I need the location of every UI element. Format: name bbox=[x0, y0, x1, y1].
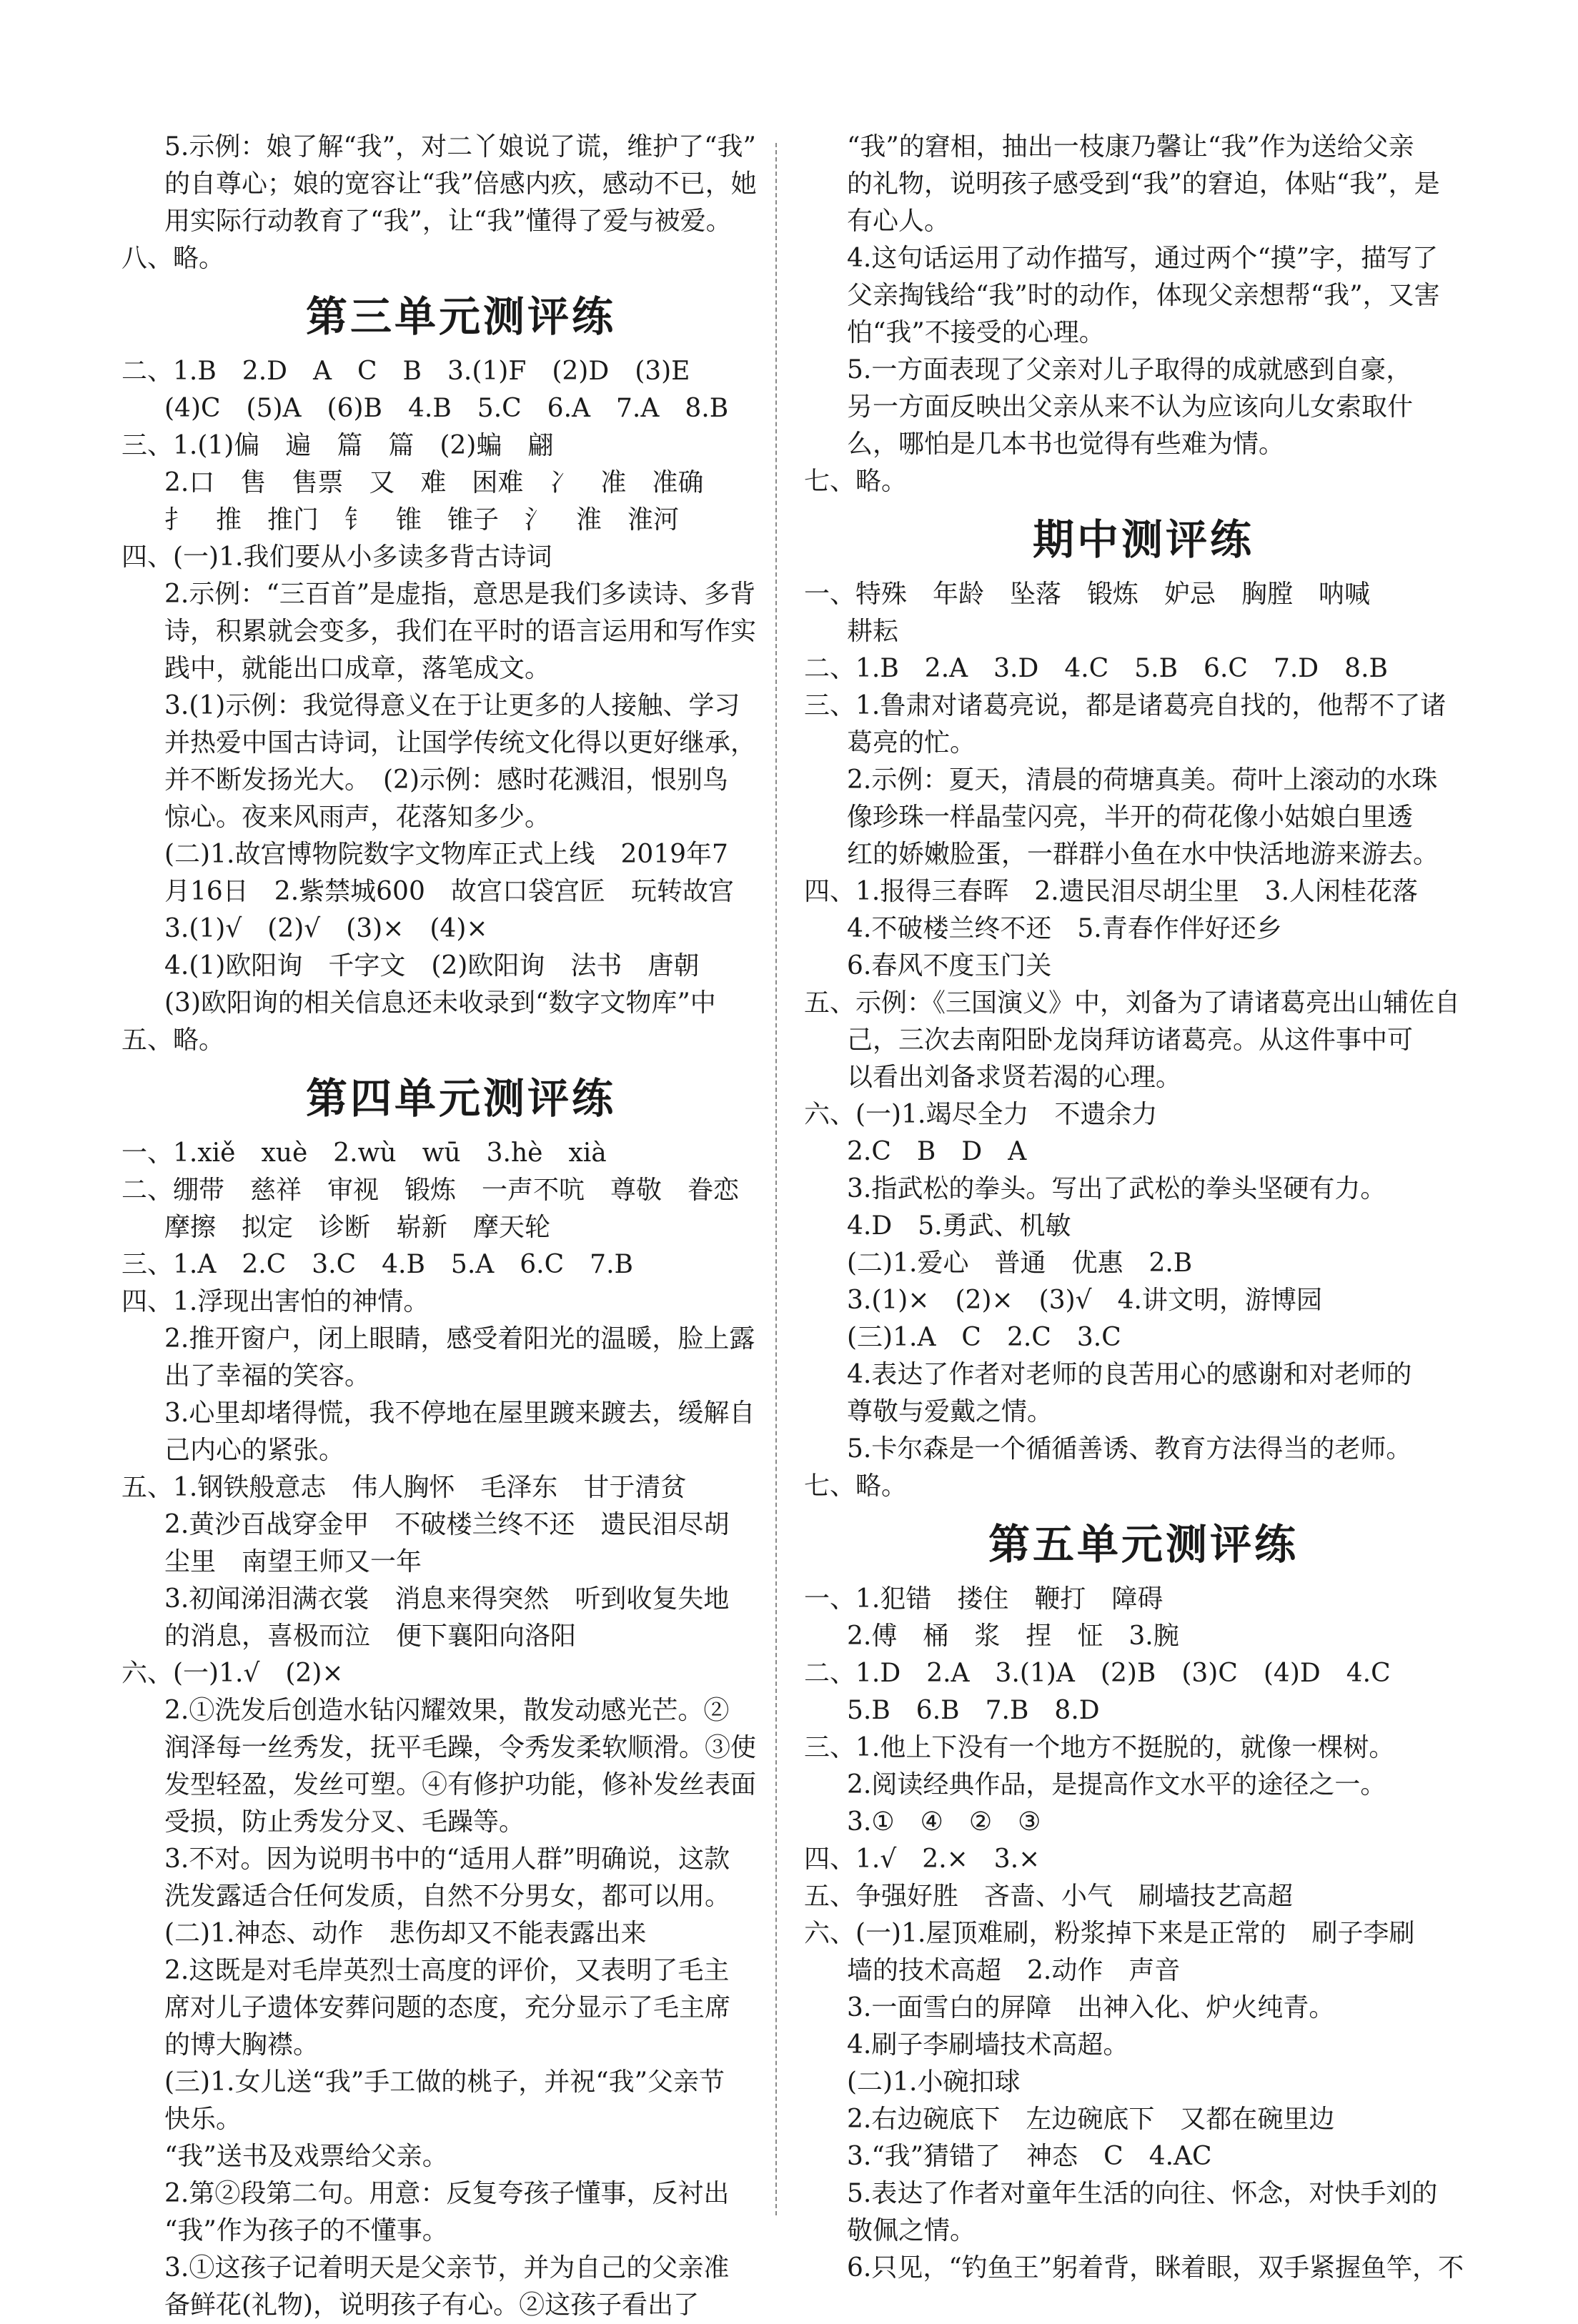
unit3-title: 第三单元测评练 bbox=[305, 292, 616, 341]
answer-line: 3.(1)√ (2)√ (3)× (4)× bbox=[164, 914, 488, 943]
answer-line: 六、(一)1.屋顶难刷，粉浆掉下来是正常的 刷子李刷 bbox=[804, 1919, 1415, 1948]
answer-line: 有心人。 bbox=[847, 207, 951, 236]
answer-line: 己，三次去南阳卧龙岗拜访诸葛亮。从这件事中可 bbox=[847, 1026, 1414, 1055]
answer-line: 用实际行动教育了“我”，让“我”懂得了爱与被爱。 bbox=[164, 207, 732, 236]
answer-line: 2.示例：夏天，清晨的荷塘真美。荷叶上滚动的水珠 bbox=[847, 765, 1438, 795]
answer-line: 葛亮的忙。 bbox=[847, 728, 976, 758]
answer-line: 备鲜花(礼物)，说明孩子有心。②这孩子看出了 bbox=[164, 2290, 700, 2320]
answer-line: 月16日 2.紫禁城600 故宫口袋宫匠 玩转故宫 bbox=[164, 877, 734, 906]
answer-line: 并热爱中国古诗词，让国学传统文化得以更好继承， bbox=[164, 728, 757, 758]
answer-line: (3)欧阳询的相关信息还未收录到“数字文物库”中 bbox=[164, 988, 716, 1018]
answer-line: 出了幸福的笑容。 bbox=[164, 1361, 371, 1391]
answer-line: 6.只见，“钓鱼王”躬着背，眯着眼，双手紧握鱼竿，不 bbox=[847, 2253, 1464, 2283]
answer-line: 二、1.D 2.A 3.(1)A (2)B (3)C (4)D 4.C bbox=[804, 1659, 1391, 1688]
answer-line: 5.表达了作者对童年生活的向往、怀念，对快手刘的 bbox=[847, 2179, 1438, 2208]
answer-line: (三)1.女儿送“我”手工做的桃子，并祝“我”父亲节 bbox=[164, 2067, 725, 2097]
answer-line: 另一方面反映出父亲从来不认为应该向儿女索取什 bbox=[847, 392, 1414, 422]
answer-line: “我”送书及戏票给父亲。 bbox=[164, 2142, 448, 2171]
answer-line: 尊敬与爱戴之情。 bbox=[847, 1397, 1053, 1426]
answer-line: 耕耘 bbox=[847, 617, 899, 646]
answer-line: 2.示例：“三百首”是虚指，意思是我们多读诗、多背 bbox=[164, 580, 756, 609]
answer-line: 二、1.B 2.A 3.D 4.C 5.B 6.C 7.D 8.B bbox=[804, 654, 1388, 683]
answer-line: 5.一方面表现了父亲对儿子取得的成就感到自豪， bbox=[847, 355, 1412, 384]
answer-line: 3.心里却堵得慌，我不停地在屋里踱来踱去，缓解自 bbox=[164, 1399, 755, 1428]
answer-line: 五、1.钢铁般意志 伟人胸怀 毛泽东 甘于清贫 bbox=[121, 1473, 687, 1502]
left-top-block bbox=[121, 129, 800, 277]
answer-line: 一、1.犯错 搂住 鞭打 障碍 bbox=[804, 1584, 1163, 1614]
answer-line: 2.第②段第二句。用意：反复夸孩子懂事，反衬出 bbox=[164, 2179, 730, 2208]
answer-line: 七、略。 bbox=[804, 1471, 908, 1501]
answer-line: 并不断发扬光大。 (2)示例：感时花溅泪，恨别鸟 bbox=[164, 765, 728, 795]
answer-line: 惊心。夜来风雨声，花落知多少。 bbox=[164, 803, 551, 832]
answer-line: 2.阅读经典作品，是提高作文水平的途径之一。 bbox=[847, 1770, 1386, 1799]
answer-line: 席对儿子遗体安葬问题的态度，充分显示了毛主席 bbox=[164, 1993, 731, 2022]
answer-line: 2.①洗发后创造水钻闪耀效果，散发动感光芒。② bbox=[164, 1696, 730, 1725]
answer-line: 4.D 5.勇武、机敏 bbox=[847, 1211, 1071, 1241]
answer-line: 4.刷子李刷墙技术高超。 bbox=[847, 2030, 1129, 2060]
answer-line: 3.① ④ ② ③ bbox=[847, 1807, 1041, 1837]
answer-line: (二)1.故宫博物院数字文物库正式上线 2019年7 bbox=[164, 840, 728, 869]
answer-line: 4.这句话运用了动作描写，通过两个“摸”字，描写了 bbox=[847, 244, 1439, 273]
answer-line: 以看出刘备求贤若渴的心理。 bbox=[847, 1063, 1182, 1092]
answer-line: 3.①这孩子记着明天是父亲节，并为自己的父亲准 bbox=[164, 2253, 730, 2283]
answer-line: (三)1.A C 2.C 3.C bbox=[847, 1323, 1121, 1352]
answer-line: 敬佩之情。 bbox=[847, 2216, 976, 2245]
answer-line: 父亲掏钱给“我”时的动作，体现父亲想帮“我”，又害 bbox=[847, 281, 1440, 310]
answer-line: 八、略。 bbox=[121, 244, 225, 273]
answer-line: 五、略。 bbox=[121, 1026, 225, 1055]
answer-line: (二)1.小碗扣球 bbox=[847, 2067, 1021, 2097]
unit4-answers bbox=[121, 1135, 800, 2324]
answer-line: 3.(1)× (2)× (3)√ 4.讲文明，游博园 bbox=[847, 1286, 1322, 1315]
answer-line: 三、1.A 2.C 3.C 4.B 5.A 6.C 7.B bbox=[121, 1250, 633, 1279]
right-column bbox=[804, 129, 1483, 2287]
answer-line: 3.“我”猜错了 神态 C 4.AC bbox=[847, 2142, 1212, 2171]
answer-line: (二)1.神态、动作 悲伤却又不能表露出来 bbox=[164, 1919, 647, 1948]
answer-line: 2.傅 桶 浆 捏 怔 3.腕 bbox=[847, 1622, 1179, 1651]
answer-line: (4)C (5)A (6)B 4.B 5.C 6.A 7.A 8.B bbox=[164, 394, 729, 423]
answer-line: 2.这既是对毛岸英烈士高度的评价，又表明了毛主 bbox=[164, 1956, 730, 1985]
answer-line: 践中，就能出口成章，落笔成文。 bbox=[164, 654, 551, 683]
answer-line: 2.C B D A bbox=[847, 1137, 1027, 1166]
answer-line: 4.表达了作者对老师的良苦用心的感谢和对老师的 bbox=[847, 1360, 1412, 1389]
midterm-title: 期中测评练 bbox=[1032, 515, 1254, 564]
answer-line: 润泽每一丝秀发，抚平毛躁，令秀发柔软顺滑。③使 bbox=[164, 1733, 757, 1762]
answer-line: 六、(一)1.√ (2)× bbox=[121, 1659, 344, 1688]
answer-line: 4.(1)欧阳询 千字文 (2)欧阳询 法书 唐朝 bbox=[164, 951, 700, 980]
answer-line: “我”的窘相，抽出一枝康乃馨让“我”作为送给父亲 bbox=[847, 132, 1414, 162]
answer-line: 一、特殊 年龄 坠落 锻炼 妒忌 胸膛 呐喊 bbox=[804, 580, 1371, 609]
answer-line: 己内心的紧张。 bbox=[164, 1436, 345, 1465]
answer-line: 3.(1)示例：我觉得意义在于让更多的人接触、学习 bbox=[164, 691, 740, 720]
answer-line: 么，哪怕是几本书也觉得有些难为情。 bbox=[847, 429, 1285, 459]
answer-line: 6.春风不度玉门关 bbox=[847, 951, 1052, 980]
answer-line: 2.推开窗户，闭上眼睛，感受着阳光的温暖，脸上露 bbox=[164, 1324, 755, 1354]
answer-line: 怕“我”不接受的心理。 bbox=[847, 318, 1105, 347]
answer-line: 快乐。 bbox=[164, 2105, 242, 2134]
answer-line: 4.不破楼兰终不还 5.青春作伴好还乡 bbox=[847, 914, 1282, 943]
answer-line: 三、1.(1)偏 遍 篇 篇 (2)蝙 翩 bbox=[121, 431, 554, 460]
answer-line: 3.一面雪白的屏障 出神入化、炉火纯青。 bbox=[847, 1993, 1335, 2022]
answer-line: (二)1.爱心 普通 优惠 2.B bbox=[847, 1248, 1193, 1278]
answer-line: 2.右边碗底下 左边碗底下 又都在碗里边 bbox=[847, 2105, 1335, 2134]
answer-line: 四、1.浮现出害怕的神情。 bbox=[121, 1287, 430, 1316]
answer-line: 洗发露适合任何发质，自然不分男女，都可以用。 bbox=[164, 1882, 731, 1911]
answer-line: 的礼物，说明孩子感受到“我”的窘迫，体贴“我”，是 bbox=[847, 169, 1440, 199]
answer-line: 受损，防止秀发分叉、毛躁等。 bbox=[164, 1807, 525, 1837]
answer-line: 四、1.√ 2.× 3.× bbox=[804, 1844, 1041, 1874]
answer-line: 3.指武松的拳头。写出了武松的拳头坚硬有力。 bbox=[847, 1174, 1386, 1203]
answer-line: 三、1.他上下没有一个地方不挺脱的，就像一棵树。 bbox=[804, 1733, 1395, 1762]
answer-line: 二、1.B 2.D A C B 3.(1)F (2)D (3)E bbox=[121, 357, 690, 386]
answer-line: 的消息，喜极而泣 便下襄阳向洛阳 bbox=[164, 1622, 577, 1651]
answer-line: 诗，积累就会变多，我们在平时的语言运用和写作实 bbox=[164, 617, 757, 646]
answer-line: 五、示例：《三国演义》中，刘备为了请诸葛亮出山辅佐自 bbox=[804, 988, 1461, 1018]
answer-line: 二、绷带 慈祥 审视 锻炼 一声不吭 尊敬 眷恋 bbox=[121, 1176, 740, 1205]
answer-line: 扌 推 推门 钅 锥 锥子 氵 淮 淮河 bbox=[164, 505, 680, 535]
answer-line: “我”作为孩子的不懂事。 bbox=[164, 2216, 448, 2245]
answer-line: 三、1.鲁肃对诸葛亮说，都是诸葛亮自找的，他帮不了诸 bbox=[804, 691, 1446, 720]
right-top-block bbox=[804, 129, 1483, 500]
unit5-title: 第五单元测评练 bbox=[988, 1520, 1299, 1569]
answer-line: 六、(一)1.竭尽全力 不遗余力 bbox=[804, 1100, 1158, 1129]
unit5-answers bbox=[804, 1581, 1483, 2287]
answer-line: 的自尊心；娘的宽容让“我”倍感内疚，感动不已，她 bbox=[164, 169, 757, 199]
answer-line: 2.口 售 售票 又 难 困难 冫 准 准确 bbox=[164, 468, 704, 497]
answer-line: 五、争强好胜 吝啬、小气 刷墙技艺高超 bbox=[804, 1882, 1294, 1911]
answer-line: 四、1.报得三春晖 2.遗民泪尽胡尘里 3.人闲桂花落 bbox=[804, 877, 1419, 906]
answer-line: 红的娇嫩脸蛋，一群群小鱼在水中快活地游来游去。 bbox=[847, 840, 1439, 869]
answer-line: 3.不对。因为说明书中的“适用人群”明确说，这款 bbox=[164, 1844, 730, 1874]
answer-line: 2.黄沙百战穿金甲 不破楼兰终不还 遗民泪尽胡 bbox=[164, 1510, 730, 1539]
unit3-answers bbox=[121, 353, 800, 1059]
unit4-title: 第四单元测评练 bbox=[305, 1074, 616, 1123]
answer-line: 四、(一)1.我们要从小多读多背古诗词 bbox=[121, 542, 552, 572]
left-column bbox=[121, 129, 800, 2324]
answer-line: 七、略。 bbox=[804, 467, 908, 496]
answer-line: 5.示例：娘了解“我”，对二丫娘说了谎，维护了“我” bbox=[164, 132, 756, 162]
answer-line: 尘里 南望王师又一年 bbox=[164, 1547, 422, 1576]
answer-line: 3.初闻涕泪满衣裳 消息来得突然 听到收复失地 bbox=[164, 1584, 730, 1614]
answer-line: 发型轻盈，发丝可塑。④有修护功能，修补发丝表面 bbox=[164, 1770, 757, 1799]
answer-line: 摩擦 拟定 诊断 崭新 摩天轮 bbox=[164, 1213, 551, 1242]
answer-line: 5.卡尔森是一个循循善诱、教育方法得当的老师。 bbox=[847, 1434, 1412, 1464]
answer-line: 一、1.xiě xuè 2.wù wū 3.hè xià bbox=[121, 1138, 607, 1168]
answer-line: 5.B 6.B 7.B 8.D bbox=[847, 1696, 1100, 1725]
midterm-answers bbox=[804, 576, 1483, 1505]
answer-line: 像珍珠一样晶莹闪亮，半开的荷花像小姑娘白里透 bbox=[847, 803, 1414, 832]
answer-line: 墙的技术高超 2.动作 声音 bbox=[847, 1956, 1181, 1985]
answer-line: 的博大胸襟。 bbox=[164, 2030, 319, 2060]
